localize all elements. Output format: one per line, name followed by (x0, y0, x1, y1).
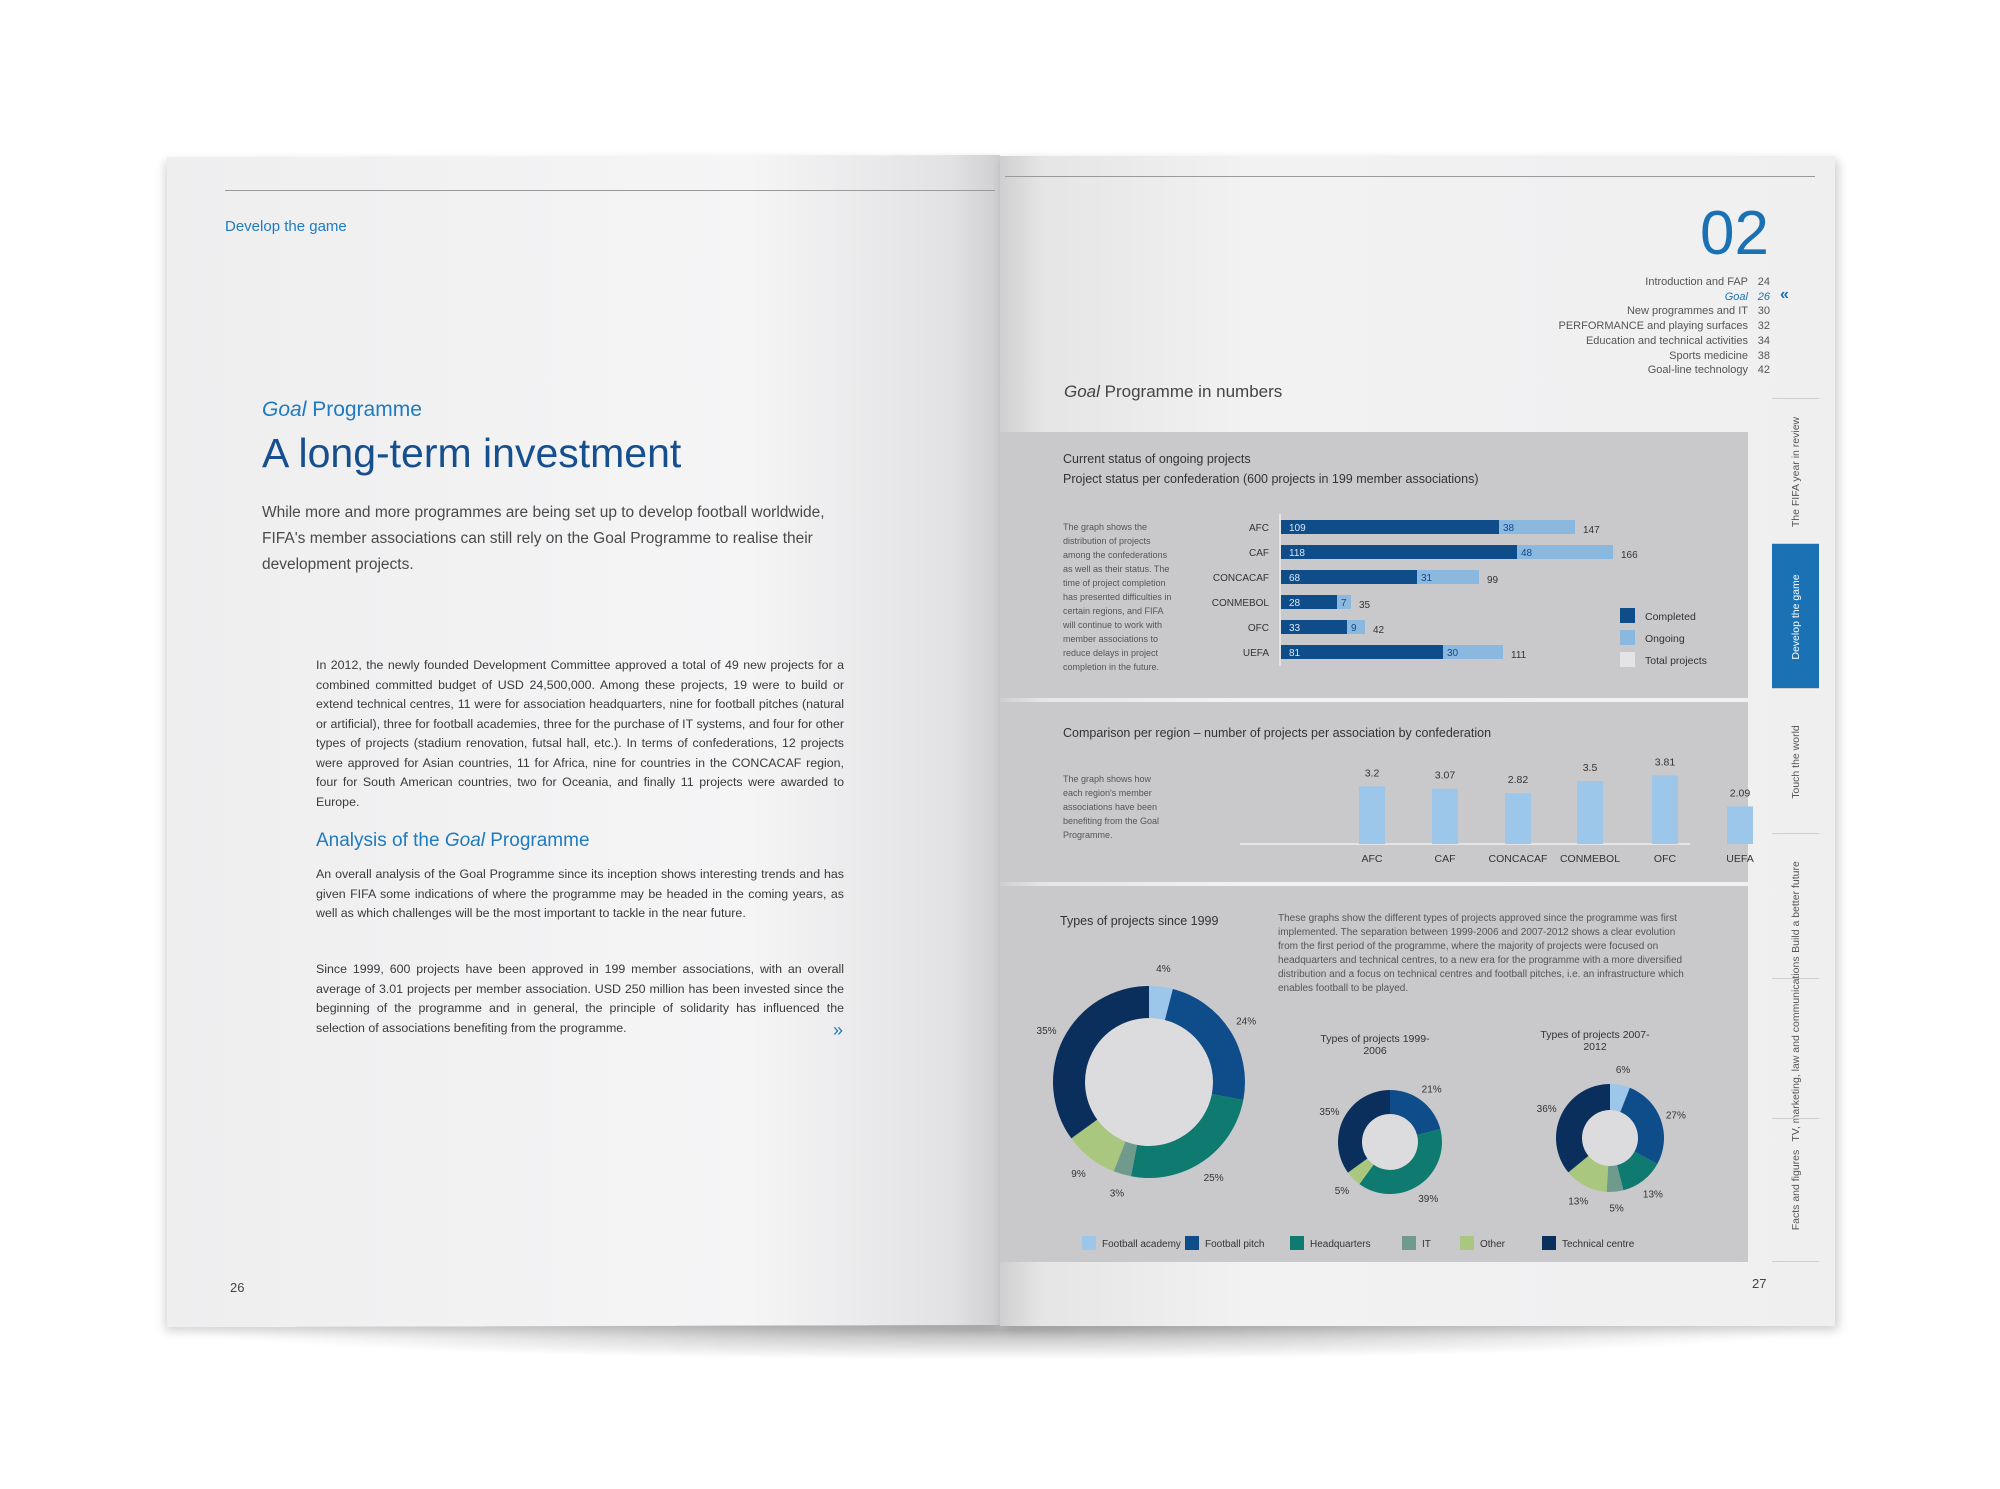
chapter-toc (1558, 275, 1770, 378)
status-legend-swatch (1620, 608, 1635, 623)
side-tab-facts-figures[interactable] (1772, 1118, 1819, 1262)
status-chart-note: The graph shows the distribution of projects among the confederations as well as their status. The time of project completion has presented difficulties in certain regions, and FIFA will continue to work with member associations to reduce delays in project completion in the future. (1063, 522, 1172, 672)
region-category-label: OFC (1653, 853, 1677, 865)
toc-item[interactable] (1558, 275, 1770, 290)
types-legend-label: Technical centre (1562, 1239, 1635, 1250)
types-1999-2006-title: Types of projects 1999-2006 (1320, 1033, 1430, 1057)
status-total-label: 166 (1621, 550, 1638, 561)
kicker-rest: Programme (306, 398, 422, 421)
status-legend-swatch (1620, 652, 1635, 667)
donut-1999-2006 (1319, 1084, 1442, 1205)
status-completed-label: 81 (1289, 648, 1301, 659)
continue-icon: » (833, 1020, 844, 1040)
donut-value-label: 4% (1156, 963, 1171, 975)
region-category-label: CAF (1434, 853, 1456, 865)
chapter-number: 02 (1700, 199, 1769, 268)
numbers-title-italic: Goal (1064, 382, 1100, 401)
donut-value-label: 27% (1665, 1110, 1686, 1122)
status-category-label: CONMEBOL (1211, 598, 1269, 609)
page-number-right: 27 (1752, 1276, 1767, 1291)
types-legend-swatch (1082, 1236, 1096, 1250)
status-bar-completed (1281, 545, 1517, 559)
types-legend-swatch (1290, 1236, 1304, 1250)
region-value-label: 2.82 (1507, 774, 1529, 787)
toc-item[interactable] (1558, 304, 1770, 319)
side-tab-tv-marketing[interactable] (1772, 956, 1819, 1142)
region-value-label: 3.2 (1364, 767, 1380, 780)
status-completed-label: 33 (1289, 623, 1301, 634)
status-total-label: 42 (1373, 625, 1385, 636)
kicker (262, 398, 422, 422)
donut-value-label: 35% (1036, 1025, 1057, 1037)
types-2007-2012-title: Types of projects 2007-2012 (1540, 1029, 1650, 1053)
status-category-label: AFC (1249, 523, 1269, 534)
status-chart-title: Current status of ongoing projects (1063, 452, 1251, 466)
status-bar-chart (1000, 432, 1748, 698)
subhead-c: Programme (484, 830, 590, 851)
toc-item-label: Goal (1724, 290, 1748, 303)
toc-item[interactable] (1558, 349, 1770, 364)
region-bar-chart (1000, 702, 1754, 882)
region-category-label: UEFA (1726, 853, 1754, 865)
status-ongoing-label: 31 (1421, 573, 1433, 584)
region-value-label: 2.09 (1729, 787, 1751, 800)
status-category-label: OFC (1247, 623, 1269, 634)
side-tabs (1772, 398, 1819, 1260)
status-total-label: 99 (1487, 575, 1499, 586)
header-rule-left (225, 190, 995, 191)
toc-current-icon: « (1780, 286, 1789, 303)
toc-item-page: 38 (1757, 349, 1770, 362)
side-tab-label: Touch the world (1789, 724, 1802, 799)
status-completed-label: 118 (1289, 548, 1305, 559)
donut-value-label: 21% (1421, 1084, 1442, 1096)
status-ongoing-label: 38 (1503, 523, 1515, 534)
region-chart-title: Comparison per region – number of projects per association by confederation (1063, 726, 1492, 740)
status-bar-completed (1281, 570, 1417, 584)
donut-value-label: 39% (1418, 1194, 1439, 1206)
side-tab-label: Develop the game (1789, 573, 1802, 660)
subhead-a: Analysis of the (316, 830, 445, 851)
types-chart-title: Types of projects since 1999 (1060, 914, 1219, 928)
types-legend-label: Football pitch (1205, 1239, 1265, 1250)
toc-item-label: PERFORMANCE and playing surfaces (1558, 320, 1748, 333)
toc-item-label: Education and technical activities (1585, 334, 1748, 347)
body-paragraph-1: In 2012, the newly founded Development Committee approved a total of 49 new projects for a combined committed budget of USD 24,500,000. Among these projects, 19 were to build or extend technical centres, 11 were for association headquarters, nine for football pitches (natural or artificial), three for football academies, three for the purchase of IT systems, and four for other types of projects (stadium renovation, futsal hall, etc.). In terms of confederations, 12 projects were approved for Asian countries, 11 for Africa, nine for countries in the CONCACAF region, four for South American countries, two for Oceania, and finally 11 projects were awarded to Europe. (316, 658, 844, 809)
status-category-label: CAF (1249, 548, 1269, 559)
types-legend-swatch (1185, 1236, 1199, 1250)
numbers-title (1064, 382, 1282, 402)
toc-item-page: 30 (1757, 305, 1770, 318)
donut-value-label: 13% (1642, 1189, 1663, 1201)
region-bar (1359, 786, 1385, 844)
toc-item-page: 32 (1757, 320, 1770, 333)
region-value-label: 3.07 (1434, 769, 1456, 782)
region-bar (1432, 789, 1458, 844)
donut-value-label: 36% (1536, 1104, 1557, 1116)
status-category-label: CONCACAF (1212, 573, 1269, 584)
status-bar-completed (1281, 645, 1443, 659)
status-ongoing-label: 7 (1341, 598, 1347, 609)
donut-value-label: 9% (1071, 1168, 1086, 1180)
types-legend-swatch (1542, 1236, 1556, 1250)
region-chart-note: The graph shows how each region's member associations have been benefiting from the Goal Programme. (1063, 774, 1160, 840)
subhead-b: Goal (444, 830, 485, 851)
status-total-label: 147 (1583, 525, 1600, 536)
donut-value-label: 3% (1109, 1188, 1125, 1200)
status-chart-subtitle: Project status per confederation (600 projects in 199 member associations) (1063, 472, 1479, 486)
toc-item[interactable] (1558, 319, 1770, 334)
region-bar (1505, 793, 1531, 844)
toc-item[interactable] (1558, 334, 1770, 349)
types-legend-label: Other (1480, 1239, 1506, 1250)
donut-hole (1582, 1110, 1638, 1166)
donut-value-label: 5% (1334, 1186, 1350, 1198)
body-paragraph-3: Since 1999, 600 projects have been approved in 199 member associations, with an overall average of 3.01 projects per member association. USD 250 million has been invested since the beginning of the programme and in general, the principle of solidarity has influenced the selection of associations benefiting from the programme. (316, 962, 844, 1035)
status-completed-label: 28 (1289, 598, 1301, 609)
toc-item-page: 24 (1757, 276, 1770, 288)
status-ongoing-label: 9 (1351, 623, 1357, 634)
page-title: A long-term investment (262, 430, 682, 476)
side-tab-label: Build a better future (1789, 860, 1802, 953)
header-rule-right (1005, 176, 1815, 177)
region-value-label: 3.81 (1654, 756, 1676, 769)
donut-value-label: 24% (1236, 1016, 1257, 1028)
toc-item-label: New programmes and IT (1626, 305, 1748, 318)
region-category-label: AFC (1361, 853, 1383, 865)
donut-hole (1085, 1018, 1213, 1146)
status-legend-label: Completed (1645, 611, 1696, 623)
toc-item[interactable] (1558, 290, 1770, 305)
side-tab-touch-world[interactable] (1772, 688, 1819, 834)
numbers-title-rest: Programme in numbers (1099, 382, 1283, 401)
region-category-label: CONMEBOL (1559, 853, 1621, 865)
donut-value-label: 25% (1203, 1173, 1224, 1185)
panel-project-types (1000, 886, 1748, 1262)
status-legend-swatch (1620, 630, 1635, 645)
panel-project-status (1000, 432, 1748, 698)
status-ongoing-label: 30 (1447, 648, 1459, 659)
donut-since-1999 (1037, 964, 1257, 1200)
donut-2007-2012 (1537, 1065, 1686, 1214)
status-ongoing-label: 48 (1521, 548, 1533, 559)
section-label: Develop the game (225, 218, 347, 235)
donut-value-label: 35% (1319, 1107, 1340, 1119)
types-legend-label: Football academy (1102, 1239, 1181, 1250)
side-tab-label: TV, marketing, law and communications (1789, 956, 1802, 1142)
panel-region-comparison (1000, 702, 1754, 882)
status-completed-label: 68 (1289, 573, 1301, 584)
status-total-label: 111 (1511, 650, 1527, 661)
side-tab-label: Facts and figures (1789, 1149, 1802, 1231)
region-value-label: 3.5 (1582, 762, 1598, 774)
region-category-label: CONCACAF (1488, 853, 1548, 865)
page-number-left: 26 (230, 1280, 245, 1295)
status-category-label: UEFA (1242, 648, 1269, 659)
status-total-label: 35 (1359, 600, 1371, 611)
toc-item-page: 26 (1757, 290, 1770, 303)
donut-value-label: 13% (1568, 1196, 1589, 1208)
region-bar (1577, 781, 1603, 844)
side-tab-label: The FIFA year in review (1789, 416, 1802, 527)
donut-hole (1362, 1114, 1418, 1170)
region-bar (1652, 775, 1678, 844)
types-legend-swatch (1402, 1236, 1416, 1250)
toc-item-label: Goal-line technology (1647, 364, 1748, 377)
toc-item-label: Introduction and FAP (1645, 276, 1748, 288)
donut-value-label: 6% (1615, 1065, 1631, 1077)
toc-item-page: 42 (1757, 364, 1770, 377)
types-legend-label: Headquarters (1310, 1239, 1371, 1250)
types-legend-label: IT (1422, 1239, 1431, 1250)
side-tab-develop-game[interactable] (1772, 543, 1819, 689)
donut-value-label: 5% (1609, 1203, 1624, 1215)
kicker-italic: Goal (262, 398, 307, 421)
section-subhead (316, 830, 590, 852)
status-legend-label: Total projects (1645, 655, 1707, 667)
toc-item-page: 34 (1757, 334, 1770, 347)
status-bar-completed (1281, 520, 1499, 534)
toc-item-label: Sports medicine (1669, 349, 1748, 362)
types-donut-charts (1000, 886, 1748, 1262)
status-completed-label: 109 (1289, 523, 1306, 534)
toc-item[interactable] (1558, 363, 1770, 378)
lead-paragraph: While more and more programmes are being set up to develop football worldwide, FIFA's member associations can still rely on the Goal Programme to realise their development projects. (262, 504, 825, 573)
status-legend-label: Ongoing (1645, 633, 1685, 645)
types-legend-swatch (1460, 1236, 1474, 1250)
body-paragraph-2: An overall analysis of the Goal Programme since its inception shows interesting trends and has given FIFA some indications of where the programme may be headed in the coming years, as well as which challenges will be the most important to tackle in the near future. (316, 867, 844, 920)
side-tab-year-review[interactable] (1772, 398, 1819, 544)
types-description: These graphs show the different types of projects approved since the programme was first implemented. The separation between 1999-2006 and 2007-2012 shows a clear evolution from the first period of the programme, where the majority of projects were focused on headquarters and technical centres, to a new era for the programme with a more diversified distribution and a focus on technical centres and football pitches, i.e. an infrastructure which enables football to be played. (1278, 913, 1684, 994)
region-bar (1727, 806, 1753, 844)
